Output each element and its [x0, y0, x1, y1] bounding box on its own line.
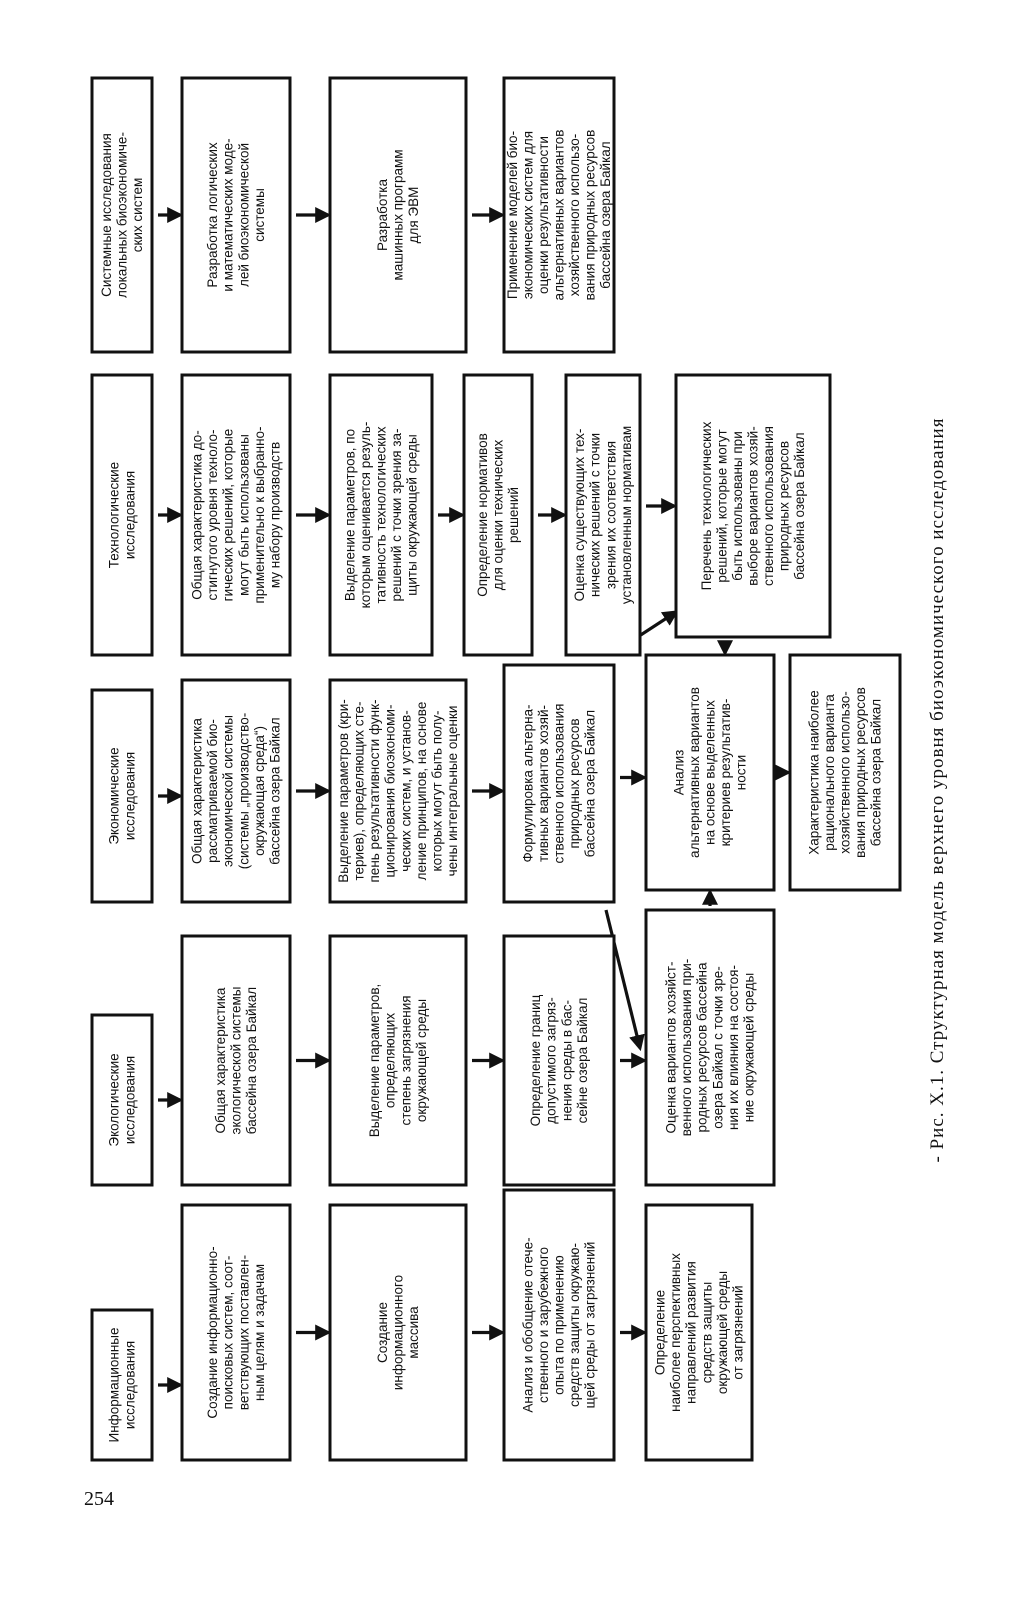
box-line: от загрязнений [730, 1285, 746, 1380]
box-c1n0 [92, 1015, 152, 1185]
box-line: средств защиты [699, 1281, 715, 1384]
box-line: и математических моде- [220, 138, 236, 292]
box-line: исследования [122, 1055, 138, 1145]
box-line: окружающей среды [413, 998, 429, 1123]
box-line: природных ресурсов [776, 440, 792, 572]
box-line: быть использованы при [730, 431, 745, 581]
box-line: системы [251, 188, 267, 242]
box-line: для ЭВМ [406, 186, 421, 244]
box-line: стигнутого уровня техноло- [205, 429, 221, 601]
box-text [521, 704, 598, 864]
box-line: хозяйственного использо- [567, 133, 582, 297]
box-line: ционирования биоэкономи- [382, 704, 398, 878]
box-c2n4 [646, 655, 774, 890]
box-line: (системы „производство- [236, 712, 252, 870]
box-c3n5 [676, 375, 830, 637]
box-c3n4 [566, 375, 640, 655]
box-line: вания природных ресурсов [582, 129, 598, 301]
box-line: которых могут быть полу- [429, 710, 445, 872]
box-c2n5 [790, 655, 900, 890]
box-line: щей среды от загрязнений [582, 1241, 598, 1409]
box-line: хозяйственного использо- [837, 691, 853, 854]
box-c0n3 [504, 1190, 614, 1460]
box-line: Общая характеристика [189, 718, 205, 864]
box-line: ственного использования [761, 426, 776, 586]
box-line: Выделение параметров, по [342, 428, 358, 602]
box-line: бассейна озера Байкал [582, 709, 598, 858]
box-line: гических решений, которые [220, 428, 236, 602]
box-line: допустимого загряз- [543, 997, 559, 1124]
box-line: Разработка [375, 179, 390, 251]
box-line: Создание [375, 1302, 390, 1363]
box-text [699, 421, 807, 590]
box-line: Выделение параметров, [367, 983, 383, 1138]
box-text [107, 1053, 138, 1146]
box-line: окружающей среды [714, 1270, 730, 1395]
box-line: ности [733, 754, 749, 791]
box-line: рассматриваемой био- [205, 719, 221, 863]
box-line: исследования [122, 751, 138, 841]
box-line: Определение границ [528, 994, 544, 1127]
box-line: наиболее перспективных [668, 1253, 684, 1412]
box-line: Определение нормативов [475, 433, 490, 597]
box-c0n4 [646, 1205, 752, 1460]
box-line: ственного использования [551, 703, 567, 864]
box-line: зрения их соответствия [603, 440, 619, 590]
box-text [664, 959, 757, 1137]
box-line: бассейна озера Байкал [267, 717, 283, 865]
box-c4n3 [504, 78, 614, 352]
box-text [213, 987, 259, 1135]
box-text [521, 1237, 598, 1412]
box-line: нения среды в бас- [559, 1000, 575, 1121]
box-line: поисковых систем, соот- [220, 1255, 236, 1410]
box-line: Характеристика наиболее [806, 690, 822, 855]
box-line: Выделение параметров (кри- [336, 699, 352, 883]
box-line: решений [506, 487, 521, 543]
box-line: Системные исследования [99, 133, 114, 297]
box-line: ным целям и задачам [251, 1264, 267, 1401]
box-line: решений с точки зрения за- [389, 428, 404, 602]
box-line: определяющих [382, 1012, 398, 1109]
box-line: ственного и зарубежного [536, 1246, 551, 1404]
box-line: окружающая среда“) [251, 726, 267, 856]
box-c4n1 [182, 78, 290, 352]
box-c1n2 [330, 936, 466, 1185]
box-line: Экологические [106, 1053, 122, 1147]
box-line: выборе вариантов хозяй- [745, 426, 761, 586]
box-text [572, 426, 634, 604]
box-line: рационального варианта [822, 694, 837, 851]
box-c2n2 [330, 680, 466, 902]
boxes-layer [92, 78, 900, 1460]
box-line: Формулировка альтерна- [520, 704, 536, 863]
box-text [205, 1246, 267, 1418]
box-c2n1 [182, 680, 290, 902]
box-line: бассейна озера Байкал [868, 698, 884, 847]
box-line: оценки результативности [536, 136, 551, 294]
box-c0n2 [330, 1205, 466, 1460]
box-line: нических решений с точки [587, 432, 603, 598]
box-line: альтернативных вариантов [687, 687, 702, 858]
box-c1n4 [646, 910, 774, 1185]
box-line: тивных вариантов хозяй- [536, 704, 551, 863]
box-line: венного использования при- [679, 958, 695, 1137]
box-line: родных ресурсов бассейна [694, 962, 710, 1133]
box-line: Оценка существующих тех- [572, 428, 588, 602]
box-line: опыта по применению [551, 1255, 567, 1395]
box-line: применительно к выбранно- [251, 426, 267, 604]
box-text [505, 130, 613, 301]
box-text [336, 699, 460, 883]
box-line: степень загрязнения [398, 995, 414, 1126]
box-line: териев), определяющих сте- [351, 701, 367, 881]
box-line: Анализ [671, 749, 687, 796]
box-line: исследования [122, 1340, 138, 1430]
figure-caption: - Рис. X.1. Структурная модель верхнего уровня биоэкономического исследования [927, 417, 948, 1163]
box-line: пень результативности функ- [367, 699, 383, 883]
box-line: Применение моделей био- [505, 130, 520, 300]
box-line: Создание информационно- [205, 1246, 221, 1419]
box-line: локальных биоэкономиче- [114, 132, 130, 298]
box-line: альтернативных вариантов [551, 129, 567, 301]
box-line: ветствующих поставлен- [236, 1254, 252, 1411]
box-line: ния их влияния на состоя- [725, 965, 741, 1130]
box-text [807, 687, 884, 858]
box-line: критериев результатив- [718, 698, 733, 847]
box-line: массива [406, 1306, 421, 1359]
box-line: Определение [652, 1289, 668, 1376]
box-line: средств защиты окружаю- [567, 1242, 582, 1408]
box-line: экологической системы [228, 986, 244, 1135]
box-c1n1 [182, 936, 290, 1185]
box-line: машинных программ [390, 149, 406, 281]
box-line: установленным нормативам [618, 425, 634, 605]
box-line: Общая характеристика [213, 987, 228, 1134]
box-line: ние окружающей среды [741, 972, 757, 1123]
box-c3n2 [330, 375, 432, 655]
box-line: могут быть использованы [236, 434, 252, 596]
box-text [190, 713, 283, 869]
box-text [528, 994, 590, 1126]
box-c1n3 [504, 936, 614, 1185]
box-text [107, 747, 138, 844]
box-line: ление принципов, на основе [413, 701, 429, 881]
box-line: щиты окружающей среды [404, 434, 420, 596]
box-line: экономической системы [220, 715, 236, 867]
box-c0n1 [182, 1205, 290, 1460]
page-number: 254 [84, 1488, 114, 1510]
box-line: Общая характеристика до- [189, 430, 205, 600]
box-text [190, 426, 283, 603]
box-text [107, 462, 138, 568]
box-line: Информационные [106, 1327, 122, 1443]
box-line: направлений развития [683, 1261, 699, 1404]
box-text [367, 984, 429, 1138]
box-line: исследования [122, 470, 138, 560]
box-line: которым оценивается резуль- [358, 421, 373, 609]
box-line: информационного [390, 1274, 406, 1391]
box-line: Оценка вариантов хозяйст- [663, 961, 679, 1134]
box-line: Разработка логических [205, 142, 221, 288]
box-c2n3 [504, 665, 614, 902]
box-c4n0 [92, 78, 152, 352]
box-text [107, 1328, 138, 1443]
box-line: лей биоэкономической [236, 142, 252, 288]
box-line: му набору производств [267, 441, 283, 589]
box-line: бассейна озера Байкал [792, 432, 807, 580]
box-line: бассейна озера Байкал [244, 986, 259, 1135]
box-c2n0 [92, 690, 152, 902]
box-c3n0 [92, 375, 152, 655]
box-text [343, 422, 420, 609]
box-line: решений, которые могут [714, 429, 730, 583]
box-line: природных ресурсов [567, 718, 582, 849]
box-line: экономических систем для [520, 130, 536, 300]
box-c0n0 [92, 1310, 152, 1460]
box-line: Экономические [106, 747, 122, 845]
box-line: тативность технологических [373, 426, 389, 604]
box-line: озера Байкал с точки зре- [710, 966, 726, 1129]
box-line: Анализ и обобщение отече- [520, 1237, 536, 1413]
box-line: Перечень технологических [699, 421, 714, 591]
box-c3n3 [464, 375, 532, 655]
box-line: ских систем [130, 177, 145, 253]
box-line: ческих систем, и установ- [398, 710, 414, 872]
box-line: Технологические [106, 461, 122, 569]
box-c4n2 [330, 78, 466, 352]
box-line: вания природных ресурсов [853, 687, 868, 858]
box-line: сейне озера Байкал [574, 997, 590, 1124]
box-line: бассейна озера Байкал [598, 141, 613, 289]
box-c3n1 [182, 375, 290, 655]
box-line: чены интегральные оценки [444, 705, 460, 877]
box-line: на основе выделенных [702, 700, 718, 845]
box-line: для оценки технических [490, 439, 506, 591]
